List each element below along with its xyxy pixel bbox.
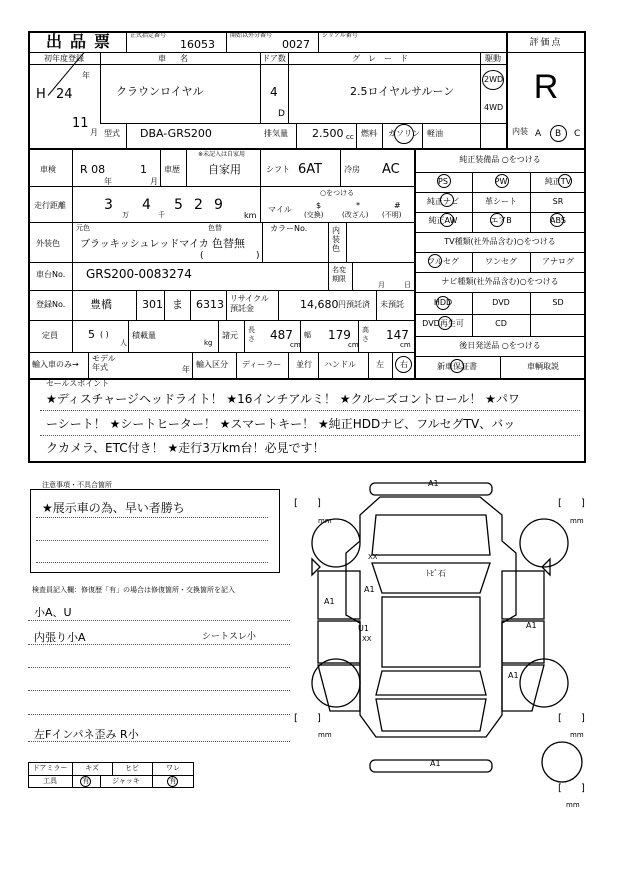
nav-cd: CD (495, 319, 507, 328)
diag-mark-2: XX (368, 553, 378, 561)
mileage-d4: 2 (194, 197, 203, 213)
displacement-label: 排気量 (264, 129, 288, 138)
height-value: 147 (386, 328, 409, 342)
sales-line-1: ★ディスチャージヘッドライト！ ★16インチアルミ！ ★クルーズコントロール！ ★パワ (46, 392, 520, 406)
model-name-label: 車名 (158, 54, 202, 63)
mm-br: mm (570, 731, 584, 739)
kg-unit: kg (204, 339, 213, 347)
length-label: 長さ (248, 326, 255, 343)
abs-circle (550, 213, 564, 227)
reg-city: 豊橋 (90, 298, 112, 311)
nc-month: 月 (378, 281, 385, 289)
sym-star: * (356, 201, 360, 210)
interior-b-circle (550, 125, 567, 142)
ac-value: AC (382, 162, 400, 177)
displacement: 2.500 (312, 127, 344, 140)
dealer-no: 16053 (180, 38, 215, 51)
self-note: ※未記入は自家用 (198, 151, 246, 158)
reg-month: 11 (72, 116, 89, 131)
gasoline-circle (394, 124, 414, 144)
fuel-diesel: 軽油 (427, 129, 443, 138)
interior-c: C (574, 129, 581, 139)
airbag-circle (490, 213, 504, 227)
mileage-d2: 4 (142, 197, 151, 213)
model-year-unit: 年 (182, 365, 190, 374)
tv-title: TV種類(社外品含む)○をつける (444, 237, 556, 246)
diag-mark-7: XX (362, 635, 372, 643)
length-value: 487 (270, 328, 293, 342)
vin-label: 車台No. (36, 270, 66, 279)
nav-dvd: DVD (492, 298, 510, 307)
reg-no: 6313 (196, 298, 224, 311)
aw-circle (440, 213, 454, 227)
mileage-d5: 9 (214, 197, 223, 213)
cc-unit: cc (346, 133, 354, 141)
reg-class: 301 (142, 298, 163, 311)
usage: 自家用 (208, 163, 241, 176)
door-type: D (278, 109, 285, 119)
nav-title: ナビ種類(社外品含む)○をつける (441, 277, 559, 286)
mileage-label: 走行距離 (34, 201, 66, 210)
modified-label: (改ざん) (342, 211, 369, 219)
orig-color-label: 元色 (76, 224, 90, 232)
height-label: 高さ (362, 326, 369, 343)
color-change: 色替無 (212, 237, 245, 250)
mm-tl: mm (318, 517, 332, 525)
drive-4wd: 4WD (484, 103, 504, 112)
paren-close: ) (256, 251, 260, 261)
mm-bl: mm (318, 731, 332, 739)
pw-circle (495, 174, 509, 188)
ac-label: 冷房 (344, 165, 360, 174)
load-label: 積載量 (132, 331, 156, 340)
notes-label: 注意事項・不具合箇所 (42, 481, 112, 489)
overall-grade: R (533, 68, 559, 106)
nav-hdd: HDD (433, 298, 453, 307)
equip-leather: 革シート (485, 197, 517, 206)
legend-tool: 工具 (43, 777, 57, 785)
color-change-label: 色替 (208, 224, 222, 232)
docs-manual: 車輌取説 (527, 362, 559, 371)
equip-sr: SR (552, 197, 564, 206)
name-change-label: 名変期限 (332, 266, 346, 283)
recycle-paid: 円預託済 (338, 300, 370, 309)
reg-year: 24 (56, 87, 73, 102)
inspector-line-1: 小A、U (34, 606, 72, 619)
diag-mark-9: A1 (508, 671, 519, 680)
sym-hash: # (394, 201, 401, 210)
fuel-label: 燃料 (361, 129, 377, 138)
capacity-value: 5 (88, 328, 95, 341)
legend-tool-mark: 有 (82, 777, 90, 785)
diag-mark-1: A1 (428, 479, 439, 488)
legend-jack: ジャッキ (112, 777, 140, 785)
width-label: 幅 (304, 331, 311, 339)
recycle-amount: 14,680 (300, 298, 339, 311)
handle-right: 右 (400, 360, 408, 369)
inspection-value: R 08 (80, 163, 106, 176)
tv-one: ワンセグ (485, 257, 517, 266)
model-name: クラウンロイヤル (116, 85, 204, 98)
reg-kana: ま (172, 298, 183, 311)
capacity-paren: ( ) (100, 330, 109, 339)
capacity-label: 定員 (42, 331, 58, 340)
mm-spare: mm (566, 801, 580, 809)
sales-point-label: セールスポイント (46, 379, 110, 388)
ps-circle (437, 174, 451, 188)
drive-label: 駆動 (485, 54, 501, 63)
fullseg-circle (428, 254, 442, 268)
nav-dvdplay: DVD再生可 (422, 319, 464, 328)
color-no-label: カラーNo. (270, 224, 308, 233)
year-unit: 年 (82, 71, 90, 80)
model-year-label: モデル年式 (92, 354, 116, 372)
sales-line-2: ーシート！ ★シートヒーター！ ★スマートキー！ ★純正HDDナビ、フルセグTV、バッ (46, 417, 516, 431)
inspector-line-2: 内張り小A (34, 631, 86, 644)
equip-aw: 純正AW (428, 216, 458, 225)
mile-label: マイル (268, 205, 292, 214)
equip-tv: 純正TV (544, 177, 572, 186)
doors-value: 4 (270, 85, 278, 99)
sales-line-3: クカメラ、ETC付き！ ★走行3万km台！必見です！ (46, 441, 325, 455)
history-label: 車歴 (164, 165, 180, 174)
inspection-label: 車検 (40, 165, 56, 174)
equip-navi: 純正ナビ (427, 197, 459, 206)
diag-mark-10: A1 (430, 759, 441, 768)
width-value: 179 (328, 328, 351, 342)
note-line-1: ★展示車の為、早い者勝ち (42, 501, 185, 515)
km-unit: km (244, 211, 257, 220)
nav-sd: SD (552, 298, 564, 307)
paren-open: ( (200, 251, 204, 261)
mm-bracket-tr: [ ] (558, 498, 585, 509)
first-reg-label: 初年度登録 (44, 54, 84, 63)
grade-box-label: 評価点 (529, 38, 563, 48)
tax-label: 未預託 (380, 300, 404, 309)
equip-ps: PS (438, 177, 448, 186)
length-cm: cm (290, 341, 301, 349)
legend-crack: ヒビ (125, 764, 139, 772)
interior-label: 内装 (512, 127, 528, 136)
inspector-line-4: 左Fインパネ歪み R小 (34, 728, 139, 741)
height-cm: cm (400, 341, 411, 349)
legend-break: ワレ (166, 764, 180, 772)
vin-value: GRS200-0083274 (86, 267, 192, 281)
reg-label: 登録No. (36, 300, 66, 309)
dealer-label: ディーラー (242, 360, 282, 369)
form-title: 出品票 (46, 32, 119, 51)
mm-tr: mm (570, 517, 584, 525)
unknown-label: (不明) (382, 211, 402, 219)
interior-color-label: 内装色 (332, 226, 340, 253)
grade-label: グレード (352, 54, 416, 63)
interior-a: A (535, 129, 542, 139)
shift-label: シフト (266, 165, 290, 174)
persons-unit: 人 (120, 339, 127, 347)
recycle-label: リサイクル預託金 (230, 294, 269, 313)
dvdplay-circle (438, 316, 452, 330)
equip-airbag: エアB (490, 216, 512, 225)
month-unit: 月 (90, 128, 98, 137)
exchanged-label: (交換) (304, 211, 324, 219)
handle-left: 左 (376, 360, 384, 369)
mm-bracket-tl: [ ] (294, 498, 321, 509)
hdd-circle (436, 296, 450, 310)
mm-bracket-br: [ ] (558, 713, 585, 724)
dims-label: 諸元 (222, 331, 238, 340)
tv-full: フルセグ (427, 257, 459, 266)
mm-bracket-spare: [ ] (558, 783, 585, 794)
docs-title: 後日発送品 ○をつける (459, 341, 541, 350)
car-diagram (290, 475, 600, 815)
mileage-d3: 5 (174, 197, 183, 213)
width-cm: cm (348, 341, 359, 349)
equip-title: 純正装備品 ○をつける (459, 155, 541, 164)
drive-2wd-circle (482, 70, 504, 90)
tv-circle (558, 174, 572, 188)
inspection-month: 1 (140, 163, 147, 176)
tv-analog: アナログ (542, 257, 574, 266)
period-label: 開始以外分番号 (230, 32, 273, 39)
legend-mirror: ドアミラー (32, 764, 68, 772)
jack-mark-circle (167, 776, 178, 787)
period-no: 0027 (282, 38, 310, 51)
equip-abs: ABS (550, 216, 566, 225)
model-type-label: 型式 (104, 129, 120, 138)
import-cat-label: 輸入区分 (196, 360, 228, 369)
diag-mark-3: ﾄﾋﾞ石 (426, 569, 446, 578)
man-unit: 万 (122, 211, 129, 219)
inspector-line-3: シートスレ小 (202, 632, 256, 642)
handle-right-circle (395, 356, 412, 373)
check-label: ○をつける (320, 189, 355, 197)
doors-label: ドア数 (262, 54, 286, 63)
legend-jack-mark: 有 (169, 777, 177, 785)
mileage-d1: 3 (104, 197, 113, 213)
sym-dollar: $ (316, 201, 322, 210)
inspector-note-label: 検査員記入欄：修復歴「有」の場合は修復箇所・交換箇所を記入 (32, 586, 235, 594)
color-label: 外装色 (36, 239, 60, 248)
diag-mark-6: U1 (358, 624, 369, 633)
docs-warranty: 新車保証書 (437, 362, 477, 371)
diag-mark-5: A1 (324, 597, 335, 606)
model-type: DBA-GRS200 (140, 127, 212, 140)
import-only: 輸入車のみ→ (32, 360, 79, 369)
diag-mark-8: A1 (526, 621, 537, 630)
exterior-color: ブラッキッシュレッドマイカ (80, 239, 209, 250)
insp-month-unit: 月 (150, 177, 158, 186)
reg-era: H (36, 87, 46, 102)
interior-b: B (555, 129, 562, 139)
equip-pw: PW (494, 177, 508, 186)
handle-label: ハンドル (324, 360, 356, 369)
legend-scratch: キズ (85, 764, 99, 772)
navi-circle (440, 193, 454, 207)
dealer-no-label: 正式指定番号 (130, 32, 167, 39)
sen-unit: 千 (158, 211, 165, 219)
drive-2wd: 2WD (484, 75, 504, 84)
insp-year-unit: 年 (104, 177, 112, 186)
serial-label: シリアル番号 (322, 32, 358, 39)
nc-day: 日 (404, 281, 411, 289)
diag-mark-4: A1 (364, 585, 375, 594)
tool-mark-circle (80, 776, 91, 787)
fuel-gasoline: ガソリン (388, 129, 420, 138)
mm-bracket-bl: [ ] (294, 713, 321, 724)
shift-value: 6AT (298, 162, 323, 177)
warranty-circle (450, 359, 464, 373)
grade-value: 2.5ロイヤルサルーン (350, 85, 455, 98)
parallel-label: 並行 (296, 360, 312, 369)
